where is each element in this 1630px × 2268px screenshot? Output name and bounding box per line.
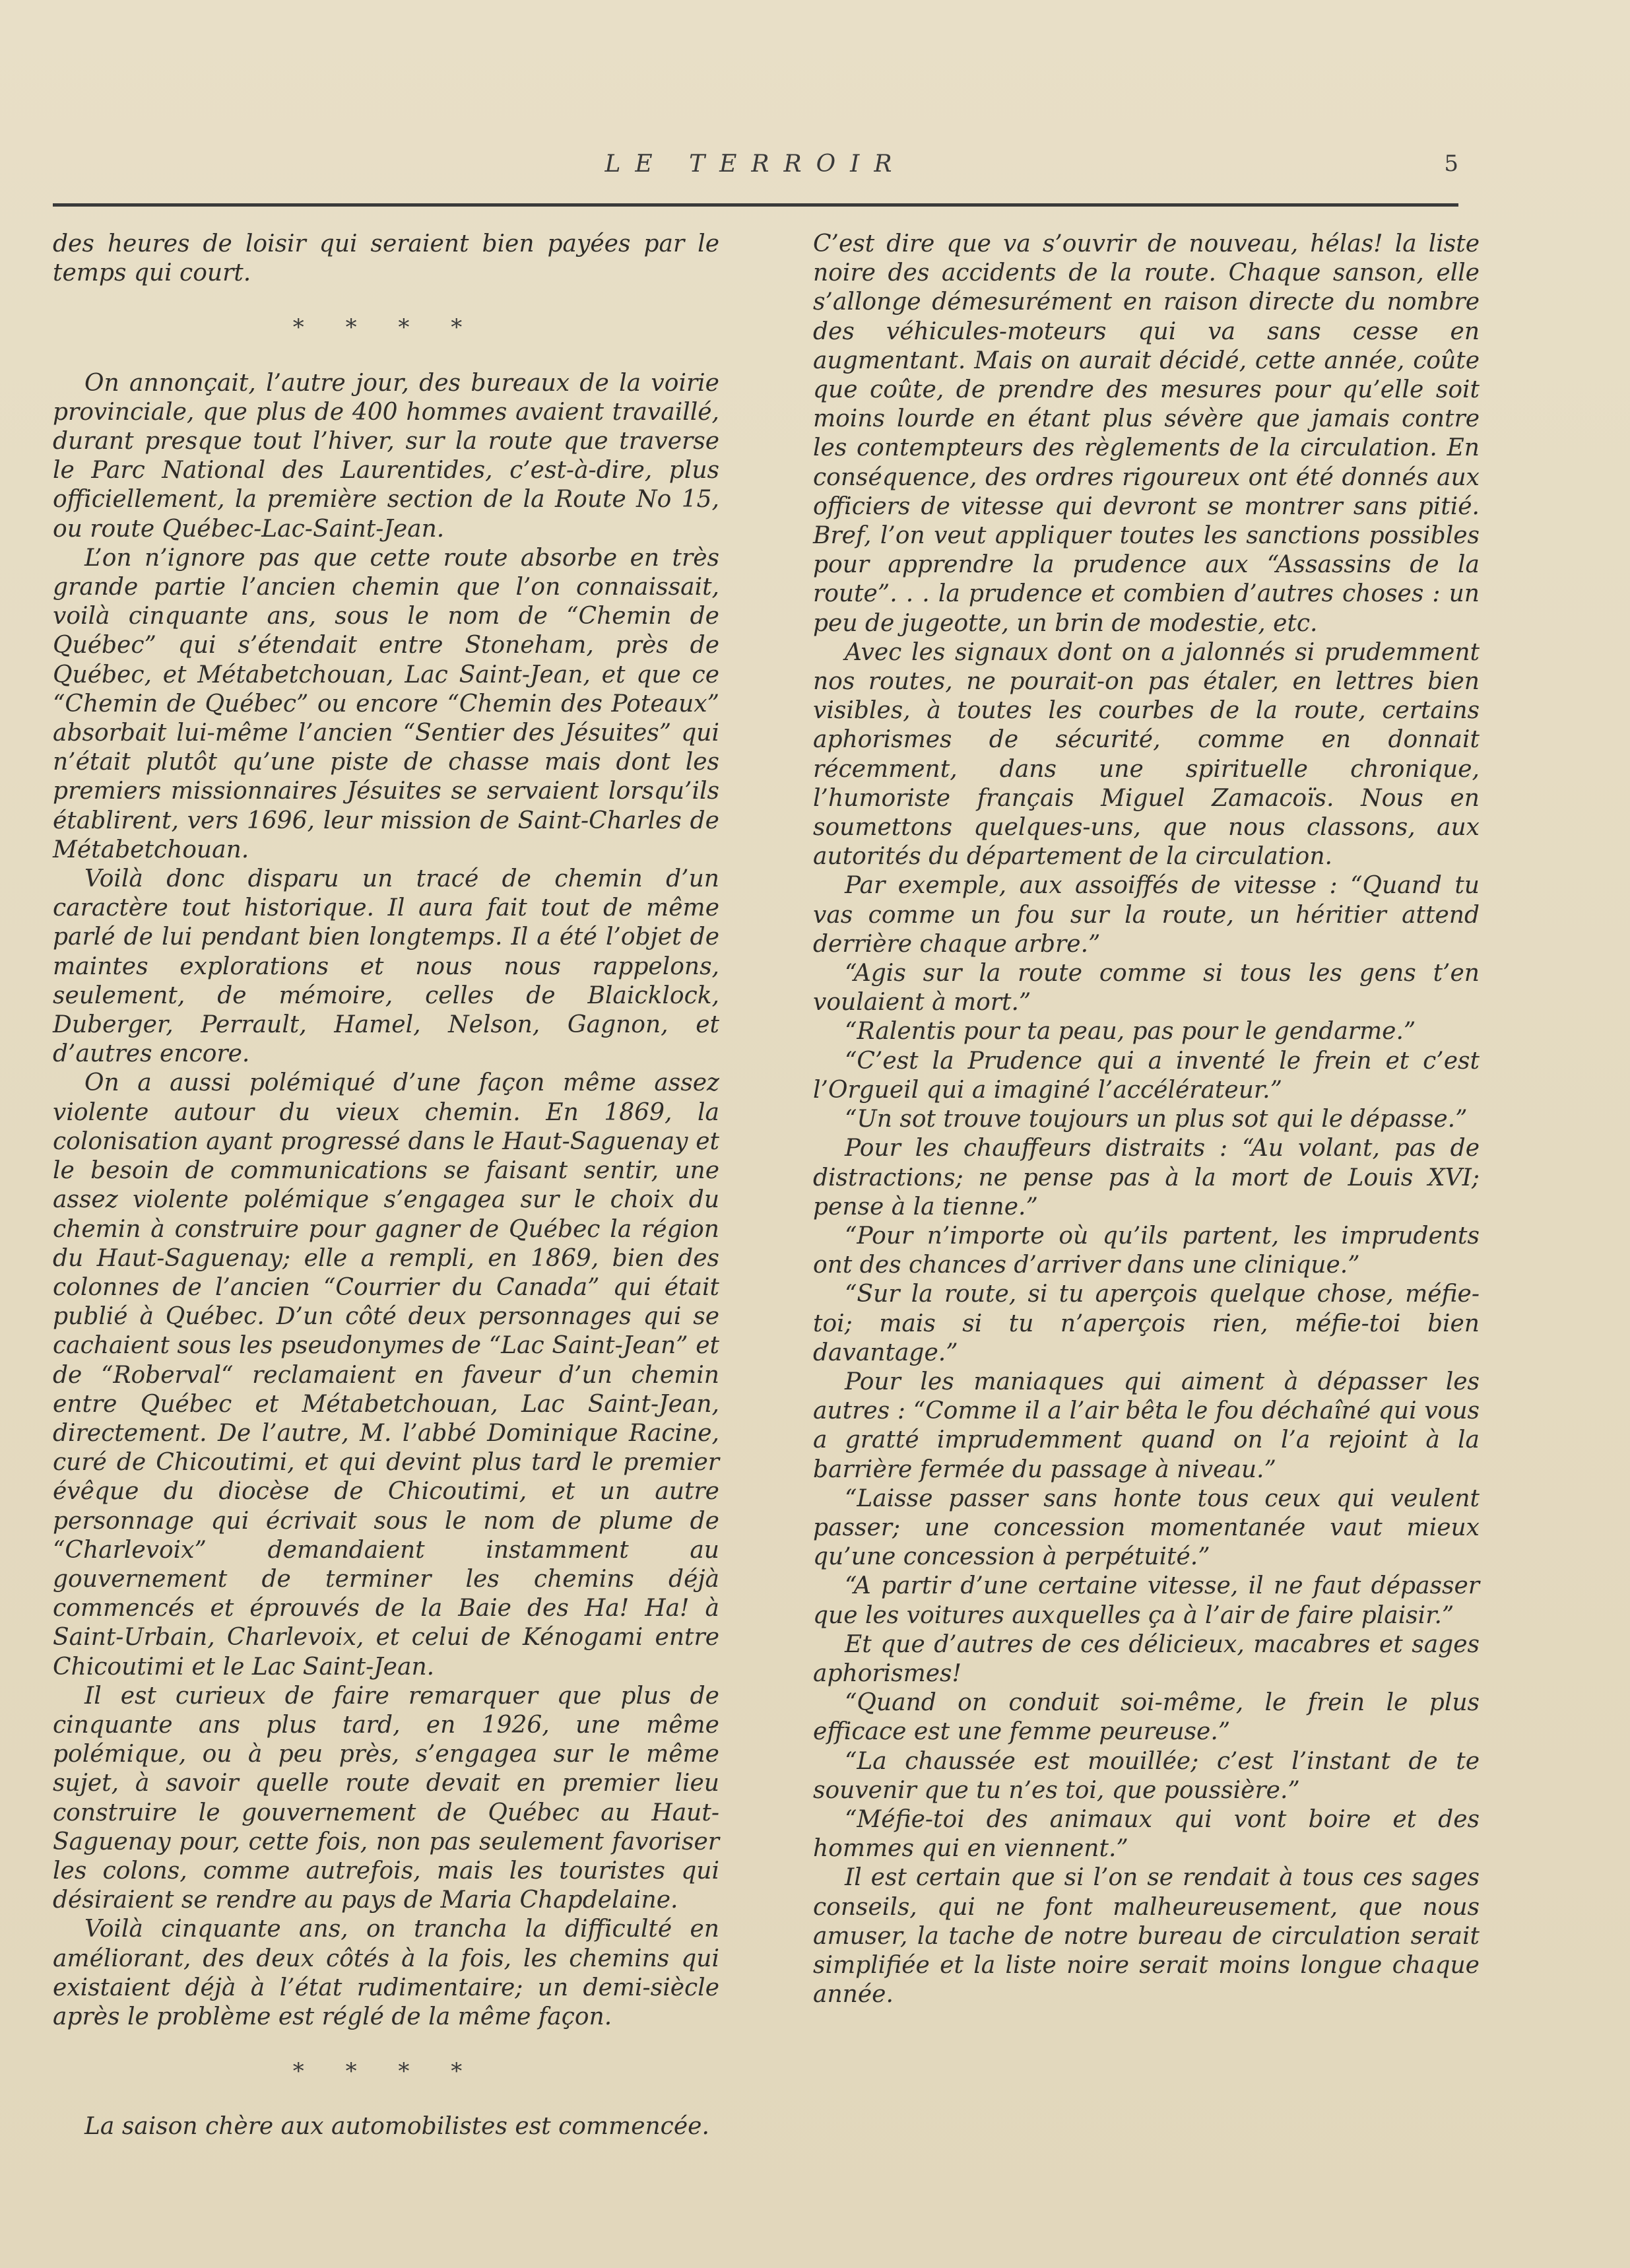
section-break: * * * * [292, 2058, 480, 2085]
paragraph: Et que d’autres de ces délicieux, macabres et sages aphorismes! [813, 1630, 1480, 1687]
paragraph: “Sur la route, si tu aperçois quelque chose, méfie-toi; mais si tu n’aperçois rien, méfie-toi bien davantage.” [813, 1281, 1480, 1366]
paragraph: “Quand on conduit soi-même, le frein le plus efficace est une femme peureuse.” [813, 1689, 1480, 1746]
paragraph: “Laisse passer sans honte tous ceux qui veulent passer; une concession momentanée vaut mieux qu’une concession à perpétuité.” [813, 1484, 1480, 1571]
paragraph: L’on n’ignore pas que cette route absorbe en très grande partie l’ancien chemin que l’on connaissait, voilà cinquante ans, sous le nom de “Chemin de Québec” qui s’étendait entre Stoneham, près de Québec, et Métabetchouan, Lac Saint-Jean, et que ce “Chemin de Québec” ou encore “Chemin des Poteaux” absorbait lui-même l’ancien “Sentier des Jésuites” qui n’était plutôt qu’une piste de chasse mais dont les premiers missionnaires Jésuites se servaient lorsqu’ils établirent, vers 1696, leur mission de Saint-Charles de Métabetchouan. [53, 544, 719, 863]
paragraph: Avec les signaux dont on a jalonnés si prudemment nos routes, ne pourait-on pas étaler, en lettres bien visibles, à toutes les courbes de la route, certains aphorismes de sécurité, comme en donnait récemment, dans une spirituelle chronique, l’humoriste français Miguel Zamacoïs. Nous en soumettons quelques-uns, que nous classons, aux autorités du département de la circulation. [813, 638, 1480, 871]
paragraph: La saison chère aux automobilistes est commencée. [84, 2113, 709, 2141]
paragraph: “C’est la Prudence qui a inventé le frein et c’est l’Orgueil qui a imaginé l’accélérateur.” [813, 1047, 1480, 1104]
paragraph: Voilà donc disparu un tracé de chemin d’un caractère tout historique. Il aura fait tout de même parlé de lui pendant bien longtemps. Il a été l’objet de maintes explorations et nous nous rappelons, seulement, de mémoire, celles de Blaicklock, Duberger, Perrault, Hamel, Nelson, Gagnon, et d’autres encore. [53, 865, 719, 1068]
paragraph: “Ralentis pour ta peau, pas pour le gendarme.” [845, 1018, 1416, 1046]
header-rule [53, 203, 1458, 207]
paragraph: Il est curieux de faire remarquer que plus de cinquante ans plus tard, en 1926, une même polémique, ou à peu près, s’engagea sur le même sujet, à savoir quelle route devait en premier lieu construire le gouvernement de Québec au Haut-Saguenay pour, cette fois, non pas seulement favoriser les colons, comme autrefois, mais les touristes qui désiraient se rendre au pays de Maria Chapdelaine. [53, 1682, 719, 1914]
paragraph: des heures de loisir qui seraient bien payées par le temps qui court. [53, 230, 719, 287]
paragraph: Pour les chauffeurs distraits : “Au volant, pas de distractions; ne pense pas à la mort de Louis XVI; pense à la tienne.” [813, 1135, 1480, 1220]
right-column [813, 230, 1480, 2009]
section-break: * * * * [292, 314, 480, 341]
running-title: LE TERROIR [604, 150, 907, 178]
page-header [53, 139, 1458, 191]
paragraph: “Un sot trouve toujours un plus sot qui le dépasse.” [845, 1106, 1468, 1133]
paragraph: Pour les maniaques qui aiment à dépasser les autres : “Comme il a l’air bêta le fou déchaîné qui vous a gratté imprudemment quand on l’a rejoint à la barrière fermée du passage à niveau.” [813, 1368, 1480, 1483]
paragraph: “A partir d’une certaine vitesse, il ne faut dépasser que les voitures auxquelles ça à l’air de faire plaisir.” [813, 1572, 1480, 1629]
paragraph: Il est certain que si l’on se rendait à tous ces sages conseils, qui ne font malheureusement, que nous amuser, la tache de notre bureau de circulation serait simplifiée et la liste noire serait moins longue chaque année. [813, 1864, 1480, 2009]
page-number: 5 [1444, 150, 1458, 177]
paragraph: On annonçait, l’autre jour, des bureaux de la voirie provinciale, que plus de 400 hommes avaient travaillé, durant presque tout l’hiver, sur la route que traverse le Parc National des Laurentides, c’est-à-dire, plus officiellement, la première section de la Route No 15, ou route Québec-Lac-Saint-Jean. [53, 369, 719, 543]
paragraph: Par exemple, aux assoiffés de vitesse : “Quand tu vas comme un fou sur la route, un héritier attend derrière chaque arbre.” [813, 872, 1480, 958]
paragraph: “Méfie-toi des animaux qui vont boire et des hommes qui en viennent.” [813, 1805, 1480, 1863]
paragraph: On a aussi polémiqué d’une façon même assez violente autour du vieux chemin. En 1869, la colonisation ayant progressé dans le Haut-Saguenay et le besoin de communications se faisant sentir, une assez violente polémique s’engagea sur le choix du chemin à construire pour gagner de Québec la région du Haut-Saguenay; elle a rempli, en 1869, bien des colonnes de l’ancien “Courrier du Canada” qui était publié à Québec. D’un côté deux personnages qui se cachaient sous les pseudonymes de “Lac Saint-Jean” et de “Roberval“ reclamaient en faveur d’un chemin entre Québec et Métabetchouan, Lac Saint-Jean, directement. De l’autre, M. l’abbé Dominique Racine, curé de Chicoutimi, et qui devint plus tard le premier évêque du diocèse de Chicoutimi, et un autre personnage qui écrivait sous le nom de plume de “Charlevoix” demandaient instamment au gouvernement de terminer les chemins déjà commencés et éprouvés de la Baie des Ha! Ha! à Saint-Urbain, Charlevoix, et celui de Kénogami entre Chicoutimi et le Lac Saint-Jean. [53, 1069, 719, 1681]
paragraph: C’est dire que va s’ouvrir de nouveau, hélas! la liste noire des accidents de la route. Chaque sanson, elle s’allonge démesurément en raison directe du nombre des véhicules-moteurs qui va sans cesse en augmentant. Mais on aurait décidé, cette année, coûte que coûte, de prendre des mesures pour qu’elle soit moins lourde en étant plus sévère que jamais contre les contempteurs des règlements de la circulation. En conséquence, des ordres rigoureux ont été donnés aux officiers de vitesse qui devront se montrer sans pitié. Bref, l’on veut appliquer toutes les sanctions possibles pour apprendre la prudence aux “Assassins de la route”. . . la prudence et combien d’autres choses : un peu de jugeotte, un brin de modestie, etc. [813, 230, 1480, 637]
left-column [53, 230, 719, 2142]
paragraph: “La chaussée est mouillée; c’est l’instant de te souvenir que tu n’es toi, que poussière.” [813, 1747, 1480, 1804]
paragraph: “Agis sur la route comme si tous les gens t’en voulaient à mort.” [813, 960, 1480, 1017]
paragraph: Voilà cinquante ans, on trancha la difficulté en améliorant, des deux côtés à la fois, les chemins qui existaient déjà à l’état rudimentaire; un demi-siècle après le problème est réglé de la même façon. [53, 1916, 719, 2030]
paragraph: “Pour n’importe où qu’ils partent, les imprudents ont des chances d’arriver dans une clinique.” [813, 1222, 1480, 1279]
